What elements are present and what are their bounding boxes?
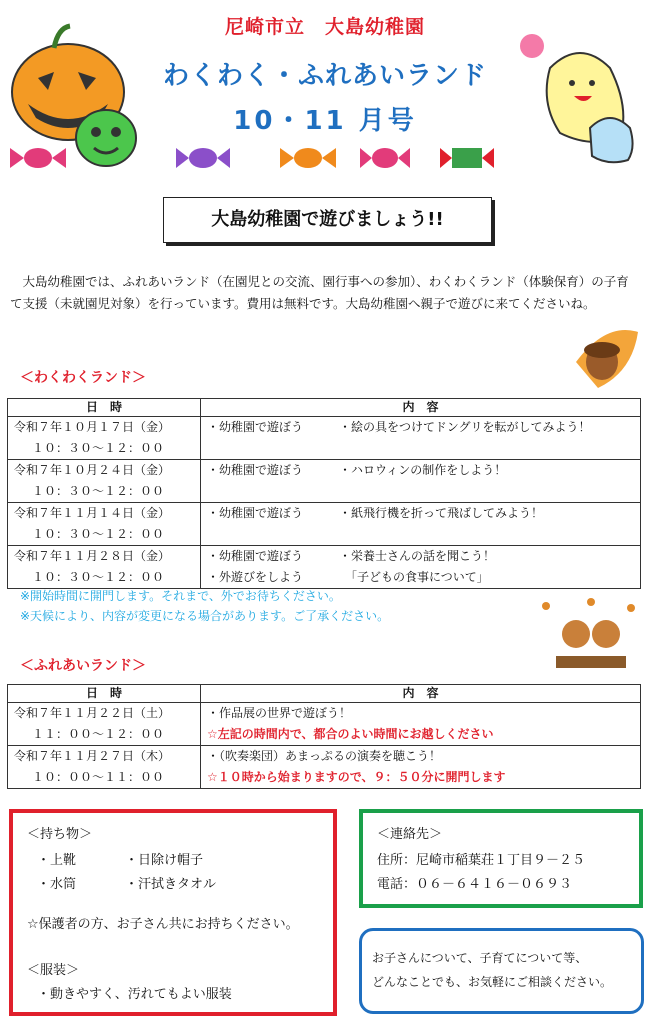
dress-text: ・動きやすく、汚れてもよい服装 <box>37 987 232 1002</box>
row-time: １０：３０～１２：００ <box>32 570 165 584</box>
row-time: １０：００～１１：００ <box>32 770 165 784</box>
ghosts-illustration <box>510 28 640 168</box>
consult-line-2: どんなことでも、お気軽にご相談ください。 <box>372 975 613 989</box>
intro-paragraph: 大島幼稚園では、ふれあいランド（在園児との交流、園行事への参加）、わくわくランド（体験保育）の子育て支援（未就園児対象）を行っています。費用は無料です。大島幼稚園へ親子で遊びに来てくださいね。 <box>10 274 629 311</box>
acorn-leaves-illustration <box>572 322 642 392</box>
row-content-1: ・幼稚園で遊ぼう ・紙飛行機を折って飛ばしてみよう！ <box>207 506 544 520</box>
row-content-1: ・作品展の世界で遊ぼう！ <box>207 706 352 720</box>
table-row <box>8 460 641 503</box>
belongings-note: ☆保護者の方、お子さん共にお持ちください。 <box>27 917 299 932</box>
item-shoes: ・上靴 <box>37 853 77 868</box>
fureai-table <box>7 684 641 789</box>
row-content-2: ☆左記の時間内で、都合のよい時間にお越しください <box>207 727 494 741</box>
table-row <box>8 703 641 746</box>
row-date: 令和７年１０月１７日（金） <box>14 420 171 434</box>
squirrels-illustration <box>536 596 640 674</box>
newsletter-title: わくわく・ふれあいランド <box>162 61 487 91</box>
row-date: 令和７年１１月２７日（木） <box>14 749 171 763</box>
table-row <box>8 746 641 789</box>
issue-label: 10・11 月号 <box>233 106 417 136</box>
fureai-heading: ＜ふれあいランド＞ <box>20 658 146 674</box>
consult-line-1: お子さんについて、子育てについて等、 <box>372 951 588 965</box>
row-content-1: ・（吹奏楽団）あまっぷるの演奏を聴こう！ <box>207 749 442 763</box>
col-content-header: 内 容 <box>201 685 641 703</box>
banner-heading: 大島幼稚園で遊びましょう!! <box>163 197 492 243</box>
row-content-1: ・幼稚園で遊ぼう ・ハロウィンの制作をしよう！ <box>207 463 507 477</box>
candies-illustration <box>8 142 338 174</box>
contact-heading: ＜連絡先＞ <box>377 827 443 842</box>
col-content-header: 内 容 <box>201 399 641 417</box>
candies-right-illustration <box>360 142 520 174</box>
row-date: 令和７年１０月２４日（金） <box>14 463 171 477</box>
contact-box <box>359 809 643 908</box>
table-row <box>8 503 641 546</box>
contact-phone: 電話：０６－６４１６－０６９３ <box>377 877 573 892</box>
belongings-heading: ＜持ち物＞ <box>27 827 93 842</box>
table-row <box>8 546 641 589</box>
row-date: 令和７年１１月１４日（金） <box>14 506 171 520</box>
item-hat: ・日除け帽子 <box>125 853 204 868</box>
item-bottle: ・水筒 <box>37 877 77 892</box>
item-towel: ・汗拭きタオル <box>125 877 217 892</box>
row-time: １０：３０～１２：００ <box>32 441 165 455</box>
contact-address: 住所：尼崎市稲葉荘１丁目９－２５ <box>377 853 586 868</box>
note-open-time: ※開始時間に開門します。それまで、外でお待ちください。 <box>20 589 341 603</box>
col-date-header: 日 時 <box>8 685 201 703</box>
row-date: 令和７年１１月２２日（土） <box>14 706 171 720</box>
wakuwaku-table <box>7 398 641 589</box>
row-content-1: ・幼稚園で遊ぼう ・絵の具をつけてドングリを転がしてみよう！ <box>207 420 591 434</box>
row-time: １１：００～１２：００ <box>32 727 165 741</box>
row-date: 令和７年１１月２８日（金） <box>14 549 171 563</box>
table-row <box>8 417 641 460</box>
consultation-box <box>359 928 644 1014</box>
row-time: １０：３０～１２：００ <box>32 527 165 541</box>
row-time: １０：３０～１２：００ <box>32 484 165 498</box>
wakuwaku-heading: ＜わくわくランド＞ <box>20 370 146 386</box>
organization-name: 尼崎市立 大島幼稚園 <box>224 16 425 38</box>
note-weather: ※天候により、内容が変更になる場合があります。ご了承ください。 <box>20 609 390 623</box>
dress-heading: ＜服装＞ <box>27 963 80 978</box>
belongings-box <box>9 809 337 1016</box>
row-content-2: ☆１０時から始まりますので、９：５０分に開門します <box>207 770 506 784</box>
row-content-1: ・幼稚園で遊ぼう ・栄養士さんの話を聞こう！ <box>207 549 496 563</box>
row-content-2: ・外遊びをしよう 「子どもの食事について」 <box>207 570 489 584</box>
col-date-header: 日 時 <box>8 399 201 417</box>
